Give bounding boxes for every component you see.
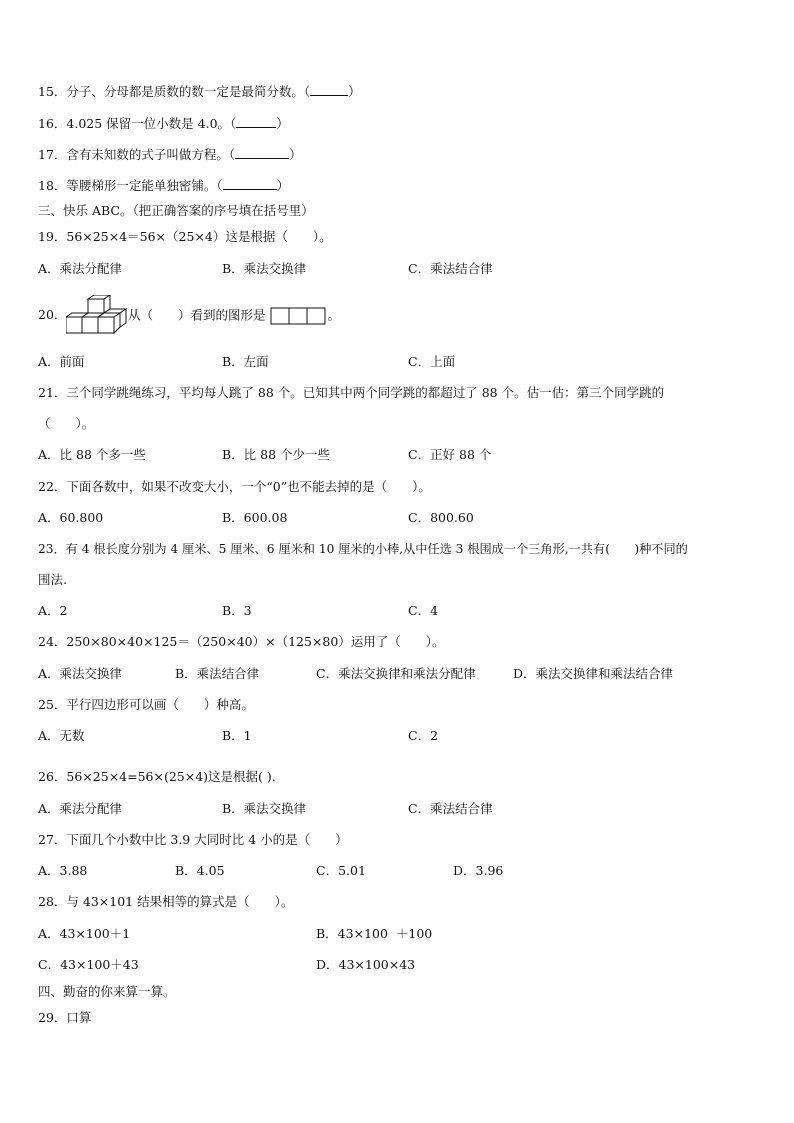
question-18-text: 18．等腰梯形一定能单独密铺。（ xyxy=(38,178,223,193)
section-4-heading: 四、勤奋的你来算一算。 xyxy=(38,984,176,999)
q27-option-b[interactable]: B．4.05 xyxy=(175,863,225,878)
answer-blank[interactable] xyxy=(235,146,289,159)
question-16: 16．4.025 保留一位小数是 4.0。（ ） xyxy=(38,116,289,131)
q27-option-c[interactable]: C．5.01 xyxy=(316,863,366,878)
q23-option-c[interactable]: C．4 xyxy=(408,603,439,618)
question-26-text: 26．56×25×4=56×(25×4)这是根据( ). xyxy=(38,769,276,784)
question-17-text: 17．含有未知数的式子叫做方程。（ xyxy=(38,147,236,162)
q21-option-c[interactable]: C．正好 88 个 xyxy=(408,447,492,462)
q28-option-a[interactable]: A．43×100＋1 xyxy=(38,926,131,941)
cube-stack-figure xyxy=(66,295,128,337)
q25-option-a[interactable]: A．无数 xyxy=(38,728,85,743)
question-16-text: 16．4.025 保留一位小数是 4.0。（ xyxy=(38,116,237,131)
q23-option-b[interactable]: B．3 xyxy=(222,603,252,618)
question-20-num: 20． xyxy=(38,307,67,322)
question-15: 15．分子、分母都是质数的数一定是最简分数。（ ） xyxy=(38,84,361,99)
q26-option-a[interactable]: A．乘法分配律 xyxy=(38,801,123,816)
q22-option-a[interactable]: A．60.800 xyxy=(38,510,104,525)
question-21-line1: 21．三个同学跳绳练习，平均每人跳了 88 个。已知其中两个同学跳的都超过了 88 个。估一估：第三个同学跳的 xyxy=(38,385,665,400)
q28-option-b[interactable]: B．43×100 ＋100 xyxy=(316,926,433,941)
q27-option-d[interactable]: D．3.96 xyxy=(453,863,504,878)
question-23-line2: 围法. xyxy=(38,572,67,587)
answer-blank[interactable] xyxy=(310,83,348,96)
section-3-heading: 三、快乐 ABC。（把正确答案的序号填在括号里） xyxy=(38,203,314,218)
q24-option-d[interactable]: D．乘法交换律和乘法结合律 xyxy=(513,666,674,681)
question-21-line2: （ ）。 xyxy=(38,416,95,431)
question-27-text: 27．下面几个小数中比 3.9 大同时比 4 小的是（ ） xyxy=(38,832,348,847)
question-17: 17．含有未知数的式子叫做方程。（ ） xyxy=(38,147,302,162)
q24-option-c[interactable]: C．乘法交换律和乘法分配律 xyxy=(316,666,476,681)
q24-option-a[interactable]: A．乘法交换律 xyxy=(38,666,123,681)
q25-option-c[interactable]: C．2 xyxy=(408,728,439,743)
q21-option-a[interactable]: A．比 88 个多一些 xyxy=(38,447,146,462)
q28-option-d[interactable]: D．43×100×43 xyxy=(316,957,416,972)
q19-option-b[interactable]: B．乘法交换律 xyxy=(222,261,307,276)
q26-option-c[interactable]: C．乘法结合律 xyxy=(408,801,493,816)
q21-option-b[interactable]: B．比 88 个少一些 xyxy=(222,447,331,462)
q28-option-c[interactable]: C．43×100＋43 xyxy=(38,957,139,972)
q20-option-a[interactable]: A．前面 xyxy=(38,354,85,369)
three-squares-figure xyxy=(270,307,328,325)
question-15-text: 15．分子、分母都是质数的数一定是最简分数。（ xyxy=(38,84,311,99)
q20-option-b[interactable]: B．左面 xyxy=(222,354,269,369)
question-20-text: 从（ ）看到的图形是 。 xyxy=(128,307,340,325)
q22-option-c[interactable]: C．800.60 xyxy=(408,510,474,525)
question-23-line1: 23．有 4 根长度分别为 4 厘米、5 厘米、6 厘米和 10 厘米的小棒,从中任选 3 根围成一个三角形,一共有( )种不同的 xyxy=(38,542,688,556)
q27-option-a[interactable]: A．3.88 xyxy=(38,863,88,878)
q26-option-b[interactable]: B．乘法交换律 xyxy=(222,801,307,816)
question-18: 18．等腰梯形一定能单独密铺。（ ） xyxy=(38,178,290,193)
q19-option-a[interactable]: A．乘法分配律 xyxy=(38,261,123,276)
q22-option-b[interactable]: B．600.08 xyxy=(222,510,288,525)
q23-option-a[interactable]: A．2 xyxy=(38,603,68,618)
question-29-text: 29．口算 xyxy=(38,1010,92,1025)
question-25-text: 25．平行四边形可以画（ ）种高。 xyxy=(38,697,254,712)
q20-option-c[interactable]: C．上面 xyxy=(408,354,456,369)
q19-option-c[interactable]: C．乘法结合律 xyxy=(408,261,493,276)
question-28-text: 28．与 43×101 结果相等的算式是（ ）。 xyxy=(38,894,294,909)
question-22-text: 22．下面各数中，如果不改变大小，一个“0”也不能去掉的是（ ）。 xyxy=(38,479,431,494)
q24-option-b[interactable]: B．乘法结合律 xyxy=(175,666,260,681)
question-19-text: 19．56×25×4＝56×（25×4）这是根据（ ）。 xyxy=(38,229,332,244)
q25-option-b[interactable]: B．1 xyxy=(222,728,252,743)
answer-blank[interactable] xyxy=(236,115,276,128)
question-24-text: 24．250×80×40×125＝（250×40）×（125×80）运用了（ ）。 xyxy=(38,634,445,649)
answer-blank[interactable] xyxy=(223,177,277,190)
